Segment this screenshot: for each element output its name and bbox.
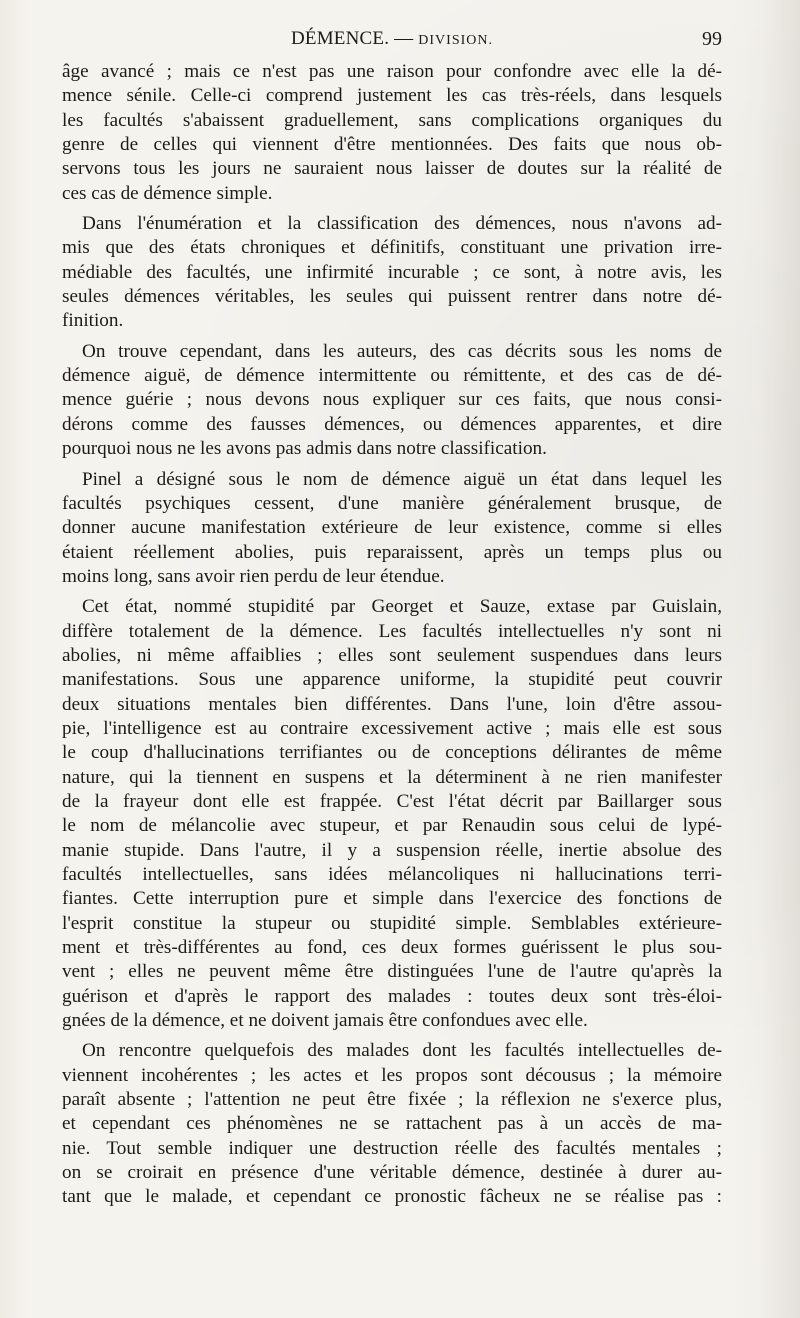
running-title-dash: —	[394, 28, 414, 49]
text-line: donner aucune manifestation extérieure de leur existence, comme si elles	[62, 517, 722, 539]
text-line: ment et très-différentes au fond, ces deux formes guérissent le plus sou-	[62, 937, 722, 959]
text-line: moins long, sans avoir rien perdu de leur étendue.	[62, 565, 445, 587]
text-line: tant que le malade, et cependant ce pronostic fâcheux ne se réalise pas :	[62, 1186, 722, 1208]
text-line: on se croirait en présence d'une véritable démence, destinée à durer au-	[62, 1162, 722, 1184]
paragraph	[62, 60, 722, 206]
running-title	[62, 28, 722, 50]
text-line: nature, qui la tiennent en suspens et la déterminent à ne rien manifester	[62, 766, 722, 788]
text-line: On rencontre quelquefois des malades dont les facultés intellectuelles de-	[82, 1040, 722, 1062]
text-line: Dans l'énumération et la classification des démences, nous n'avons ad-	[82, 213, 722, 235]
text-line: le nom de mélancolie avec stupeur, et par Renaudin sous celui de lypé-	[62, 815, 722, 837]
text-line: abolies, ni même affaiblies ; elles sont seulement suspendues dans leurs	[62, 644, 722, 666]
text-line: facultés psychiques cessent, d'une manière généralement brusque, de	[62, 492, 722, 514]
paragraph	[62, 468, 722, 590]
text-line: servons tous les jours ne sauraient nous laisser de doutes sur la réalité de	[62, 158, 722, 180]
text-line: viennent incohérentes ; les actes et les propos sont décousus ; la mémoire	[62, 1064, 722, 1086]
running-title-section: DIVISION.	[418, 33, 493, 48]
text-line: démence aiguë, de démence intermittente ou rémittente, et des cas de dé-	[62, 365, 722, 387]
text-line: vent ; elles ne peuvent même être distinguées l'une de l'autre qu'après la	[62, 961, 722, 983]
text-line: manifestations. Sous une apparence uniforme, la stupidité peut couvrir	[62, 669, 722, 691]
page-header	[62, 22, 722, 52]
paragraph	[62, 1039, 722, 1209]
text-line: mis que des états chroniques et définitifs, constituant une privation irre-	[62, 237, 722, 259]
text-line: seules démences véritables, les seules qui puissent rentrer dans notre dé-	[62, 286, 722, 308]
text-line: pourquoi nous ne les avons pas admis dans notre classification.	[62, 438, 547, 460]
text-line: nie. Tout semble indiquer une destruction réelle des facultés mentales ;	[62, 1137, 722, 1159]
text-line: ces cas de démence simple.	[62, 182, 273, 204]
text-line: fiantes. Cette interruption pure et simple dans l'exercice des fonctions de	[62, 888, 722, 910]
text-line: diffère totalement de la démence. Les facultés intellectuelles n'y sont ni	[62, 620, 722, 642]
page-shadow	[730, 0, 800, 1318]
text-line: pie, l'intelligence est au contraire excessivement active ; mais elle est sous	[62, 717, 722, 739]
text-line: paraît absente ; l'attention ne peut être fixée ; la réflexion ne s'exerce plus,	[62, 1089, 722, 1111]
running-title-main: DÉMENCE.	[290, 28, 390, 49]
text-line: guérison et d'après le rapport des malades : toutes deux sont très-éloi-	[62, 985, 722, 1007]
text-line: dérons comme des fausses démences, ou démences apparentes, et dire	[62, 413, 722, 435]
text-line: finition.	[62, 310, 124, 332]
text-line: Pinel a désigné sous le nom de démence aiguë un état dans lequel les	[82, 468, 722, 490]
page-number: 99	[702, 28, 722, 50]
text-line: Cet état, nommé stupidité par Georget et Sauze, extase par Guislain,	[82, 596, 722, 618]
text-line: les facultés s'abaissent graduellement, sans complications organiques du	[62, 109, 722, 131]
paragraph	[62, 340, 722, 462]
body-text	[62, 60, 722, 1210]
text-line: facultés intellectuelles, sans idées mélancoliques ni hallucinations terri-	[62, 864, 722, 885]
paragraph	[62, 595, 722, 1033]
text-line: de la frayeur dont elle est frappée. C'est l'état décrit par Baillarger sous	[62, 790, 722, 812]
text-line: genre de celles qui viennent d'être mentionnées. Des faits que nous ob-	[62, 134, 722, 156]
text-line: manie stupide. Dans l'autre, il y a suspension réelle, inertie absolue des	[62, 839, 722, 861]
text-line: gnées de la démence, et ne doivent jamais être confondues avec elle.	[62, 1010, 588, 1032]
text-line: et cependant ces phénomènes ne se rattachent pas à un accès de ma-	[62, 1113, 722, 1135]
text-line: deux situations mentales bien différentes. Dans l'une, loin d'être assou-	[62, 693, 722, 715]
text-line: médiable des facultés, une infirmité incurable ; ce sont, à notre avis, les	[62, 261, 722, 283]
text-line: mence guérie ; nous devons nous expliquer sur ces faits, que nous consi-	[62, 389, 722, 411]
paragraph	[62, 212, 722, 334]
text-line: âge avancé ; mais ce n'est pas une raison pour confondre avec elle la dé-	[62, 61, 722, 82]
text-line: mence sénile. Celle-ci comprend justement les cas très-réels, dans lesquels	[62, 85, 722, 107]
text-line: le coup d'hallucinations terrifiantes ou de conceptions délirantes de même	[62, 742, 722, 764]
text-line: On trouve cependant, dans les auteurs, des cas décrits sous les noms de	[82, 340, 722, 362]
text-line: étaient réellement abolies, puis reparaissent, après un temps plus ou	[62, 541, 722, 563]
text-line: l'esprit constitue la stupeur ou stupidité simple. Semblables extérieure-	[62, 912, 722, 934]
